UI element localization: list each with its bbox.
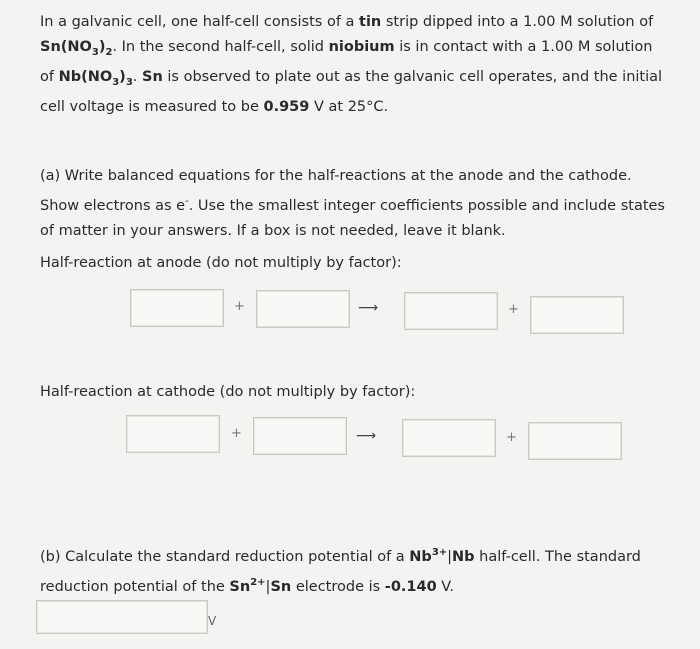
reaction-arrow: ⟶ bbox=[358, 300, 379, 316]
plus-sign: + bbox=[506, 430, 517, 445]
part-b-text: electrode is bbox=[291, 578, 385, 595]
ion-charge: 2+ bbox=[250, 576, 266, 588]
problem-intro bbox=[40, 10, 670, 120]
intro-text: . bbox=[132, 68, 142, 85]
part-b-text: half-cell. The standard reduction potential of the bbox=[40, 548, 641, 595]
sn-metal: Sn bbox=[270, 578, 292, 595]
part-a-text: (a) Write balanced equations for the half-reactions at the anode and the cathode. Show electrons as e bbox=[40, 168, 632, 214]
volt-unit-label: V bbox=[208, 614, 217, 628]
formula-paren: ) bbox=[119, 68, 126, 85]
plus-sign: + bbox=[508, 302, 519, 317]
tin-term: tin bbox=[359, 14, 382, 30]
intro-text: . In the second half-cell, solid bbox=[112, 39, 329, 55]
subscript: 2 bbox=[105, 46, 113, 58]
sn-ion: Sn bbox=[229, 578, 251, 595]
tin-nitrate-formula: Sn(NO bbox=[40, 39, 92, 55]
part-a-instructions bbox=[40, 164, 670, 244]
part-b-question bbox=[40, 540, 660, 600]
intro-text: is in contact with a 1.00 M solution of bbox=[40, 39, 653, 85]
ion-charge: 3+ bbox=[431, 547, 448, 558]
part-b-text: V. bbox=[436, 578, 454, 595]
intro-text: is observed to plate out as the galvanic cell operates, and the initial cell voltage is measured to be bbox=[40, 68, 663, 115]
cathode-product-1-input[interactable] bbox=[402, 419, 496, 457]
subscript: 3 bbox=[112, 76, 120, 88]
intro-text: strip dipped into a 1.00 M solution of bbox=[381, 14, 654, 30]
electron-charge: - bbox=[185, 196, 189, 207]
cathode-reactant-2-input[interactable] bbox=[253, 417, 347, 455]
plus-sign: + bbox=[231, 426, 242, 441]
anode-reactant-2-input[interactable] bbox=[256, 290, 350, 328]
formula-paren: ) bbox=[98, 39, 106, 55]
intro-text: In a galvanic cell, one half-cell consists of a bbox=[40, 14, 360, 30]
anode-product-2-input[interactable] bbox=[530, 296, 624, 334]
cathode-label: Half-reaction at cathode (do not multiply by factor): bbox=[40, 384, 416, 400]
nb-ion: Nb bbox=[409, 548, 432, 565]
anode-reactant-1-input[interactable] bbox=[130, 289, 224, 327]
sn-term: Sn bbox=[142, 68, 163, 85]
niobium-nitrate-formula: Nb(NO bbox=[58, 68, 113, 85]
subscript: 3 bbox=[125, 76, 133, 88]
cathode-reactant-1-input[interactable] bbox=[126, 415, 220, 453]
cell-voltage: 0.959 bbox=[263, 98, 310, 115]
phase-boundary: | bbox=[265, 578, 271, 595]
nb-potential-input[interactable] bbox=[36, 600, 208, 634]
reaction-arrow: ⟶ bbox=[356, 428, 377, 444]
subscript: 3 bbox=[91, 46, 99, 58]
cathode-product-2-input[interactable] bbox=[528, 422, 622, 460]
intro-text: V at 25°C. bbox=[309, 98, 389, 115]
sn-reduction-potential: -0.140 bbox=[384, 578, 437, 595]
phase-boundary: | bbox=[447, 548, 453, 565]
anode-product-1-input[interactable] bbox=[404, 292, 498, 330]
part-a-text: . Use the smallest integer coefficients possible and include states of matter in your answers. If a box is not needed, leave it blank. bbox=[40, 197, 665, 239]
anode-label: Half-reaction at anode (do not multiply by factor): bbox=[40, 255, 402, 271]
plus-sign: + bbox=[234, 299, 245, 314]
part-b-text: (b) Calculate the standard reduction potential of a bbox=[40, 548, 410, 565]
nb-metal: Nb bbox=[452, 548, 475, 565]
niobium-term: niobium bbox=[328, 39, 395, 55]
